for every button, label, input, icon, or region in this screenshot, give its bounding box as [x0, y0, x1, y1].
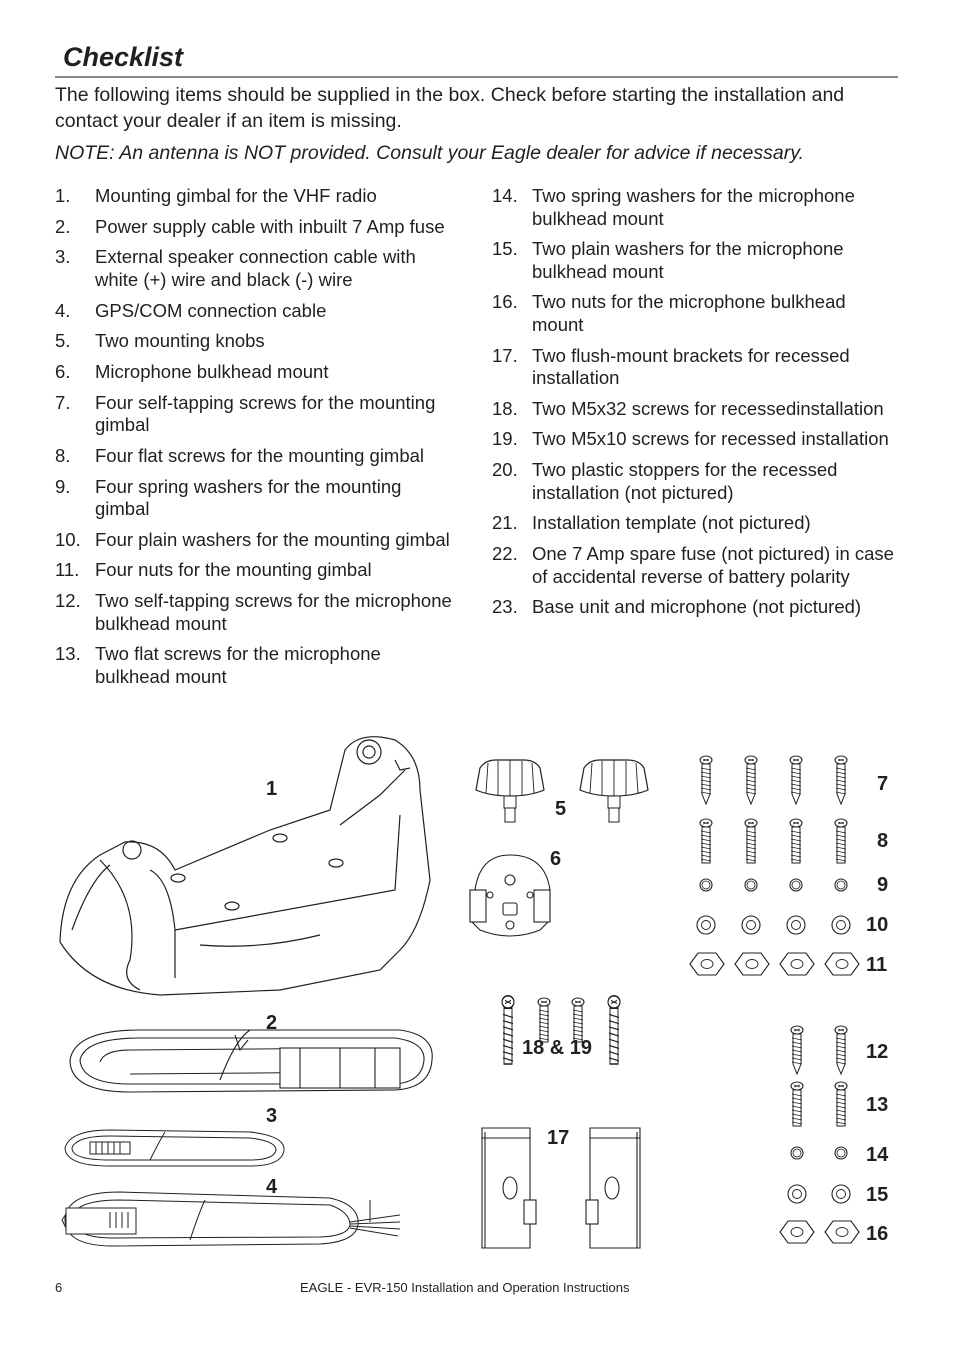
mounting-gimbal-drawing: [60, 737, 430, 995]
checklist-item-number: 18.: [492, 397, 518, 419]
spring-washers-mic-drawing: [791, 1147, 847, 1159]
checklist-item-text: Two nuts for the microphone bulkhead mount: [532, 291, 846, 335]
figure-label-15: 15: [866, 1184, 889, 1206]
checklist-item-text: Installation template (not pictured): [532, 512, 811, 534]
checklist-item-text: Four spring washers for the mounting gimbal: [95, 475, 402, 519]
figure-label-2: 2: [266, 1012, 278, 1034]
checklist-item: [55, 559, 460, 582]
checklist-item-text: Four flat screws for the mounting gimbal: [95, 444, 425, 466]
self-tapping-screws-gimbal-drawing: [700, 756, 847, 804]
speaker-cable-drawing: [65, 1130, 284, 1166]
figure-label-17: 17: [547, 1127, 570, 1149]
gps-com-cable-drawing: [62, 1192, 400, 1246]
checklist-item: [492, 543, 902, 588]
checklist-item-text: Two flat screws for the microphone bulkhead mount: [95, 643, 381, 687]
checklist-item-number: 1.: [55, 185, 71, 206]
checklist-item-number: 19.: [492, 428, 518, 450]
checklist-item-text: Mounting gimbal for the VHF radio: [95, 185, 377, 206]
checklist-item: [55, 529, 460, 552]
figure-label-18-19: 18 & 19: [522, 1037, 593, 1059]
microphone-bulkhead-mount-drawing: [470, 855, 550, 936]
figure-label-8: 8: [877, 830, 889, 852]
checklist-item-number: 2.: [55, 215, 71, 237]
checklist-item: [492, 238, 902, 283]
spring-washers-gimbal-drawing: [700, 879, 847, 891]
checklist-item-text: Four nuts for the mounting gimbal: [95, 559, 372, 581]
checklist-item-number: 11.: [55, 559, 80, 581]
figure-label-11: 11: [866, 954, 888, 976]
checklist-item: [55, 361, 460, 384]
figure-label-4: 4: [266, 1176, 278, 1198]
figure-label-6: 6: [550, 848, 562, 870]
checklist-left-column: [55, 185, 460, 696]
checklist-item-text: Two M5x10 screws for recessed installation: [532, 428, 889, 450]
figure-label-7: 7: [877, 773, 889, 795]
checklist-item-text: Two flush-mount brackets for recessed installation: [532, 344, 850, 389]
checklist-item-number: 5.: [55, 330, 71, 352]
checklist-item-text: Two self-tapping screws for the microphone bulkhead mount: [95, 590, 452, 634]
checklist-item-text: Two spring washers for the microphone bulkhead mount: [532, 185, 855, 229]
checklist-item-number: 21.: [492, 512, 518, 534]
checklist-item-text: Four self-tapping screws for the mounting gimbal: [95, 391, 436, 436]
checklist-item-number: 6.: [55, 360, 71, 382]
power-cable-drawing: [70, 1030, 432, 1092]
figure-label-12: 12: [866, 1041, 889, 1063]
figure-label-3: 3: [266, 1105, 278, 1127]
checklist-item-text: Two plain washers for the microphone bulkhead mount: [532, 238, 844, 282]
figure-label-9: 9: [877, 874, 889, 896]
title-divider: [55, 76, 898, 78]
checklist-item-number: 23.: [492, 596, 518, 618]
checklist-item-number: 8.: [55, 444, 71, 466]
checklist-item: [55, 246, 460, 291]
figure-label-10: 10: [866, 914, 889, 936]
checklist-item: [492, 428, 902, 451]
checklist-item-number: 10.: [55, 528, 81, 550]
checklist-item: [55, 216, 460, 239]
checklist-item: [492, 596, 902, 619]
figure-label-16: 16: [866, 1223, 889, 1245]
plain-washers-gimbal-drawing: [697, 916, 850, 934]
checklist-item-text: External speaker connection cable with white (+) wire and black (-) wire: [95, 246, 416, 290]
checklist-item: [492, 512, 902, 535]
flat-screws-gimbal-drawing: [700, 819, 847, 863]
nuts-mic-drawing: [780, 1221, 859, 1243]
self-tapping-screws-mic-drawing: [791, 1026, 847, 1074]
parts-illustration: [0, 730, 954, 1260]
checklist-item-number: 12.: [55, 590, 81, 612]
checklist-item: [55, 330, 460, 353]
checklist-item: [492, 459, 902, 504]
checklist-item: [492, 185, 902, 230]
flat-screws-mic-drawing: [791, 1082, 847, 1126]
figure-label-14: 14: [866, 1144, 889, 1166]
footer-page-number: 6: [55, 1280, 63, 1295]
checklist-item-number: 4.: [55, 299, 71, 321]
checklist-item-text: GPS/COM connection cable: [95, 299, 327, 321]
page-title: Checklist: [63, 42, 184, 72]
checklist-item-number: 16.: [492, 291, 518, 313]
checklist-item-number: 20.: [492, 459, 518, 481]
footer-document-title: EAGLE - EVR-150 Installation and Operation Instructions: [300, 1280, 630, 1295]
checklist-item: [55, 445, 460, 468]
checklist-item: [492, 291, 902, 336]
checklist-item-text: Two plastic stoppers for the recessed installation (not pictured): [532, 459, 838, 503]
checklist-item: [55, 185, 460, 208]
checklist-item-text: Microphone bulkhead mount: [95, 360, 329, 382]
checklist-item-number: 14.: [492, 185, 518, 206]
checklist-item: [55, 300, 460, 323]
checklist-item: [492, 398, 902, 421]
checklist-item-number: 22.: [492, 543, 518, 564]
checklist-item: [492, 345, 902, 390]
plain-washers-mic-drawing: [788, 1185, 850, 1203]
checklist-item-text: Power supply cable with inbuilt 7 Amp fuse: [95, 215, 445, 237]
note-paragraph: NOTE: An antenna is NOT provided. Consult your Eagle dealer for advice if necessary.: [55, 142, 804, 164]
checklist-item: [55, 392, 460, 437]
checklist-item: [55, 476, 460, 521]
nuts-gimbal-drawing: [690, 953, 859, 975]
checklist-item-text: Base unit and microphone (not pictured): [532, 596, 862, 618]
figure-label-1: 1: [266, 778, 278, 800]
checklist-item-number: 3.: [55, 246, 71, 268]
checklist-item-number: 9.: [55, 475, 71, 497]
checklist-item-text: Four plain washers for the mounting gimbal: [95, 528, 450, 550]
checklist-item-text: One 7 Amp spare fuse (not pictured) in case of accidental reverse of battery polarity: [532, 543, 894, 587]
checklist-item-number: 17.: [492, 344, 518, 366]
checklist-item: [55, 590, 460, 635]
checklist-item-number: 15.: [492, 238, 518, 260]
intro-paragraph: The following items should be supplied in the box. Check before starting the installation and contact your dealer if an item is missing.: [55, 84, 845, 132]
checklist-item-number: 13.: [55, 643, 81, 665]
figure-label-13: 13: [866, 1094, 889, 1116]
checklist-item-text: Two mounting knobs: [95, 330, 265, 352]
checklist-item-number: 7.: [55, 391, 71, 413]
checklist-item-text: Two M5x32 screws for recessedinstallation: [532, 397, 884, 419]
figure-label-5: 5: [555, 798, 567, 820]
checklist-item: [55, 643, 460, 688]
checklist-right-column: [492, 185, 902, 627]
